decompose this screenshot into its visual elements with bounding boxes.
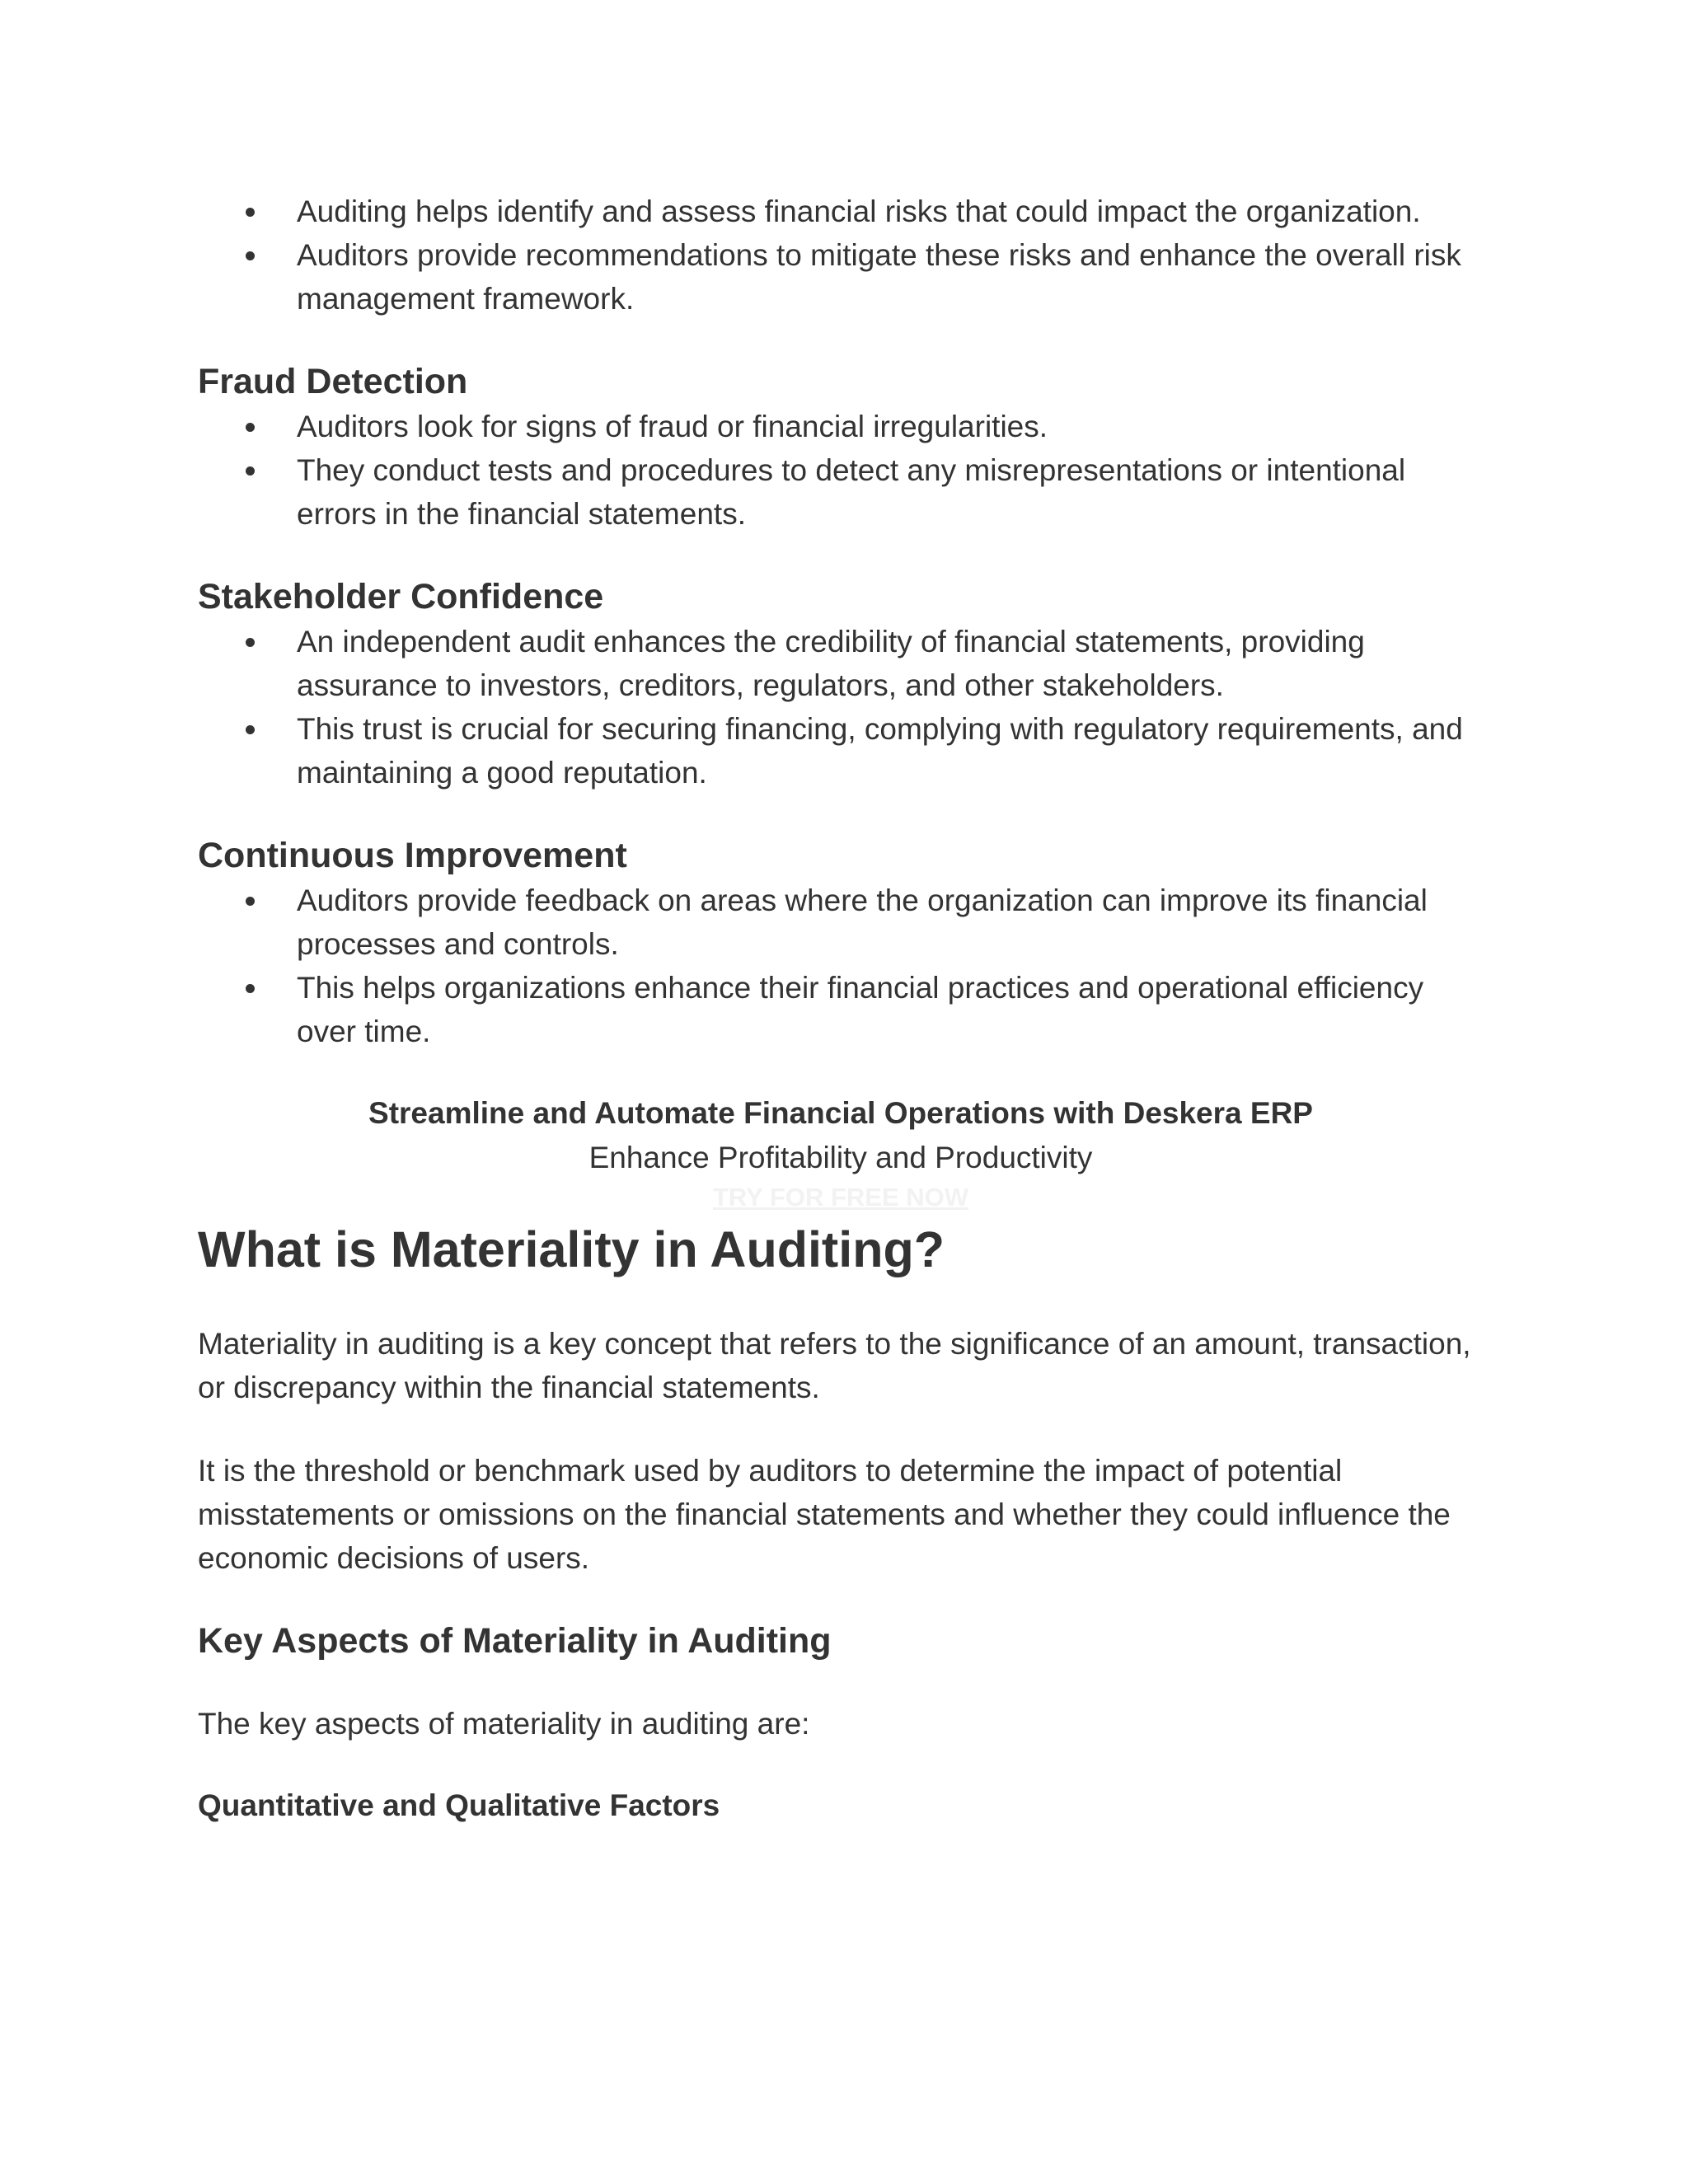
- bullet-icon: [246, 984, 255, 993]
- bullet-icon: [246, 725, 255, 734]
- stakeholder-confidence-list: [198, 620, 1484, 794]
- fraud-detection-list: [198, 405, 1484, 536]
- bullet-icon: [246, 638, 255, 647]
- bullet-icon: [246, 466, 255, 476]
- list-item: This trust is crucial for securing financing, complying with regulatory requirements, and maintaining a good reputation.: [297, 707, 1484, 794]
- bullet-icon: [246, 423, 255, 432]
- materiality-heading: What is Materiality in Auditing?: [198, 1221, 945, 1277]
- continuous-improvement-list: [198, 879, 1484, 1053]
- quantitative-qualitative-heading: Quantitative and Qualitative Factors: [198, 1788, 720, 1822]
- document-body: [198, 190, 1484, 1828]
- stakeholder-confidence-heading: Stakeholder Confidence: [198, 577, 604, 616]
- materiality-paragraph: Materiality in auditing is a key concept that refers to the significance of an amount, transaction, or discrepancy within the financial statements.: [198, 1327, 1471, 1404]
- promo-subtitle: Enhance Profitability and Productivity: [588, 1141, 1093, 1174]
- list-item: An independent audit enhances the credibility of financial statements, providing assurance to investors, creditors, regulators, and other stakeholders.: [297, 620, 1484, 707]
- materiality-paragraph: It is the threshold or benchmark used by auditors to determine the impact of potential misstatements or omissions on the financial statements and whether they could influence the economic decisions of users.: [198, 1454, 1451, 1575]
- promo-banner: [198, 1091, 1484, 1215]
- bullet-icon: [246, 897, 255, 906]
- promo-title: Streamline and Automate Financial Operations with Deskera ERP: [368, 1096, 1313, 1130]
- list-item: They conduct tests and procedures to detect any misrepresentations or intentional errors in the financial statements.: [297, 448, 1484, 536]
- list-item: Auditors provide recommendations to mitigate these risks and enhance the overall risk management framework.: [297, 233, 1484, 321]
- list-item: Auditors look for signs of fraud or financial irregularities.: [297, 405, 1484, 448]
- list-item: Auditing helps identify and assess financial risks that could impact the organization.: [297, 190, 1484, 233]
- bullet-icon: [246, 208, 255, 217]
- fraud-detection-heading: Fraud Detection: [198, 362, 468, 401]
- bullet-icon: [246, 251, 255, 260]
- list-item: Auditors provide feedback on areas where the organization can improve its financial processes and controls.: [297, 879, 1484, 966]
- list-item: This helps organizations enhance their financial practices and operational efficiency over time.: [297, 966, 1484, 1053]
- try-free-link[interactable]: TRY FOR FREE NOW: [713, 1183, 968, 1212]
- continuous-improvement-heading: Continuous Improvement: [198, 836, 627, 875]
- risk-bullet-list: [198, 190, 1484, 321]
- key-aspects-heading: Key Aspects of Materiality in Auditing: [198, 1621, 832, 1661]
- key-aspects-intro: The key aspects of materiality in auditing are:: [198, 1707, 810, 1741]
